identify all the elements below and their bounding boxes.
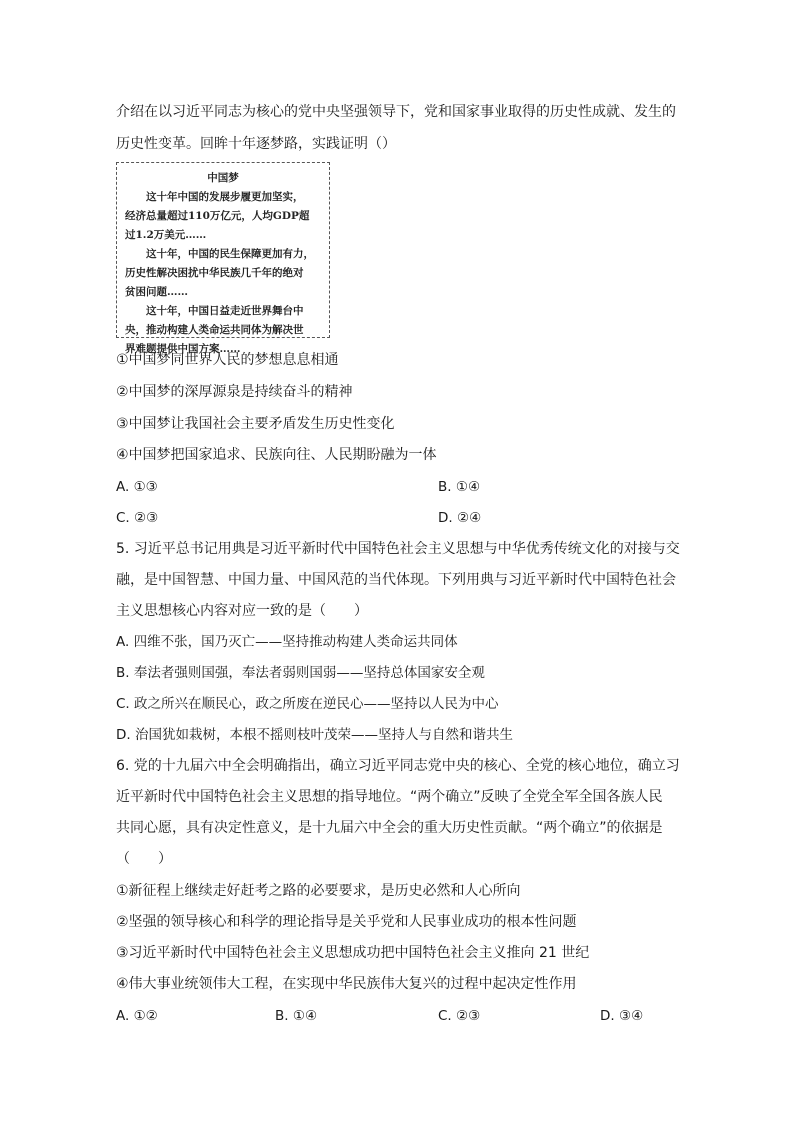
material-line: 贫困问题…… [125,286,188,298]
q4-statement-4: ④中国梦把国家追求、民族向往、人民期盼融为一体 [116,447,437,463]
q4-option-a: A. ①③ [116,479,158,495]
q4-option-b: B. ①④ [438,479,481,495]
q6-statement-4: ④伟大事业统领伟大工程，在实现中华民族伟大复兴的过程中起决定性作用 [116,976,577,992]
q4-statement-1: ①中国梦同世界人民的梦想息息相通 [116,352,339,368]
q4-statement-3: ③中国梦让我国社会主要矛盾发生历史性变化 [116,416,395,432]
q5-stem-line-1: 5. 习近平总书记用典是习近平新时代中国特色社会主义思想与中华优秀传统文化的对接与交 [116,541,680,557]
q6-stem-line-3: 共同心愿，具有决定性意义，是十九届六中全会的重大历史性贡献。“两个确立”的依据是 [116,820,663,836]
q5-option-a: A. 四维不张，国乃灭亡——坚持推动构建人类命运共同体 [116,634,458,650]
material-title: 中国梦 [207,172,239,184]
q5-option-c: C. 政之所兴在顺民心，政之所废在逆民心——坚持以人民为中心 [116,696,499,712]
q5-stem-line-3: 主义思想核心内容对应一致的是（ ） [116,603,368,619]
q6-stem-line-1: 6. 党的十九届六中全会明确指出，确立习近平同志党中央的核心、全党的核心地位，确立习 [116,758,680,774]
material-line: 历史性解决困扰中华民族几千年的绝对 [125,267,304,279]
q6-option-d: D. ③④ [600,1008,644,1024]
q6-stem-line-4: （ ） [116,851,172,867]
material-box [116,162,330,355]
material-line: 经济总量超过110万亿元，人均GDP超 [125,210,310,222]
q4-option-c: C. ②③ [116,510,159,526]
material-line: 这十年中国的发展步履更加坚实， [125,191,304,203]
material-line: 过1.2万美元…… [125,229,207,241]
material-line: 央，推动构建人类命运共同体为解决世 [125,324,304,336]
q4-option-d: D. ②④ [438,510,482,526]
q5-option-d: D. 治国犹如栽树，本根不摇则枝叶茂荣——坚持人与自然和谐共生 [116,727,513,743]
q6-option-b: B. ①④ [275,1008,318,1024]
q4-statement-2: ②中国梦的深厚源泉是持续奋斗的精神 [116,384,353,400]
material-line: 这十年，中国的民生保障更加有力， [125,248,314,260]
q6-statement-1: ①新征程上继续走好赶考之路的必要要求，是历史必然和人心所向 [116,883,521,899]
material-line: 这十年，中国日益走近世界舞台中 [125,305,304,317]
q4-stem-line-1: 介绍在以习近平同志为核心的党中央坚强领导下，党和国家事业取得的历史性成就、发生的 [116,104,676,120]
q6-stem-line-2: 近平新时代中国特色社会主义思想的指导地位。“两个确立”反映了全党全军全国各族人民 [116,789,663,805]
q6-option-c: C. ②③ [438,1008,481,1024]
q6-option-a: A. ①② [116,1008,158,1024]
q4-stem-line-2: 历史性变革。回眸十年逐梦路，实践证明（） [116,136,396,152]
q5-stem-line-2: 融，是中国智慧、中国力量、中国风范的当代体现。下列用典与习近平新时代中国特色社会 [116,572,676,588]
material-line: 界难题提供中国方案…… [125,343,241,355]
q6-statement-2: ②坚强的领导核心和科学的理论指导是关乎党和人民事业成功的根本性问题 [116,914,577,930]
q5-option-b: B. 奉法者强则国强，奉法者弱则国弱——坚持总体国家安全观 [116,665,485,681]
q6-statement-3: ③习近平新时代中国特色社会主义思想成功把中国特色社会主义推向 21 世纪 [116,945,590,961]
